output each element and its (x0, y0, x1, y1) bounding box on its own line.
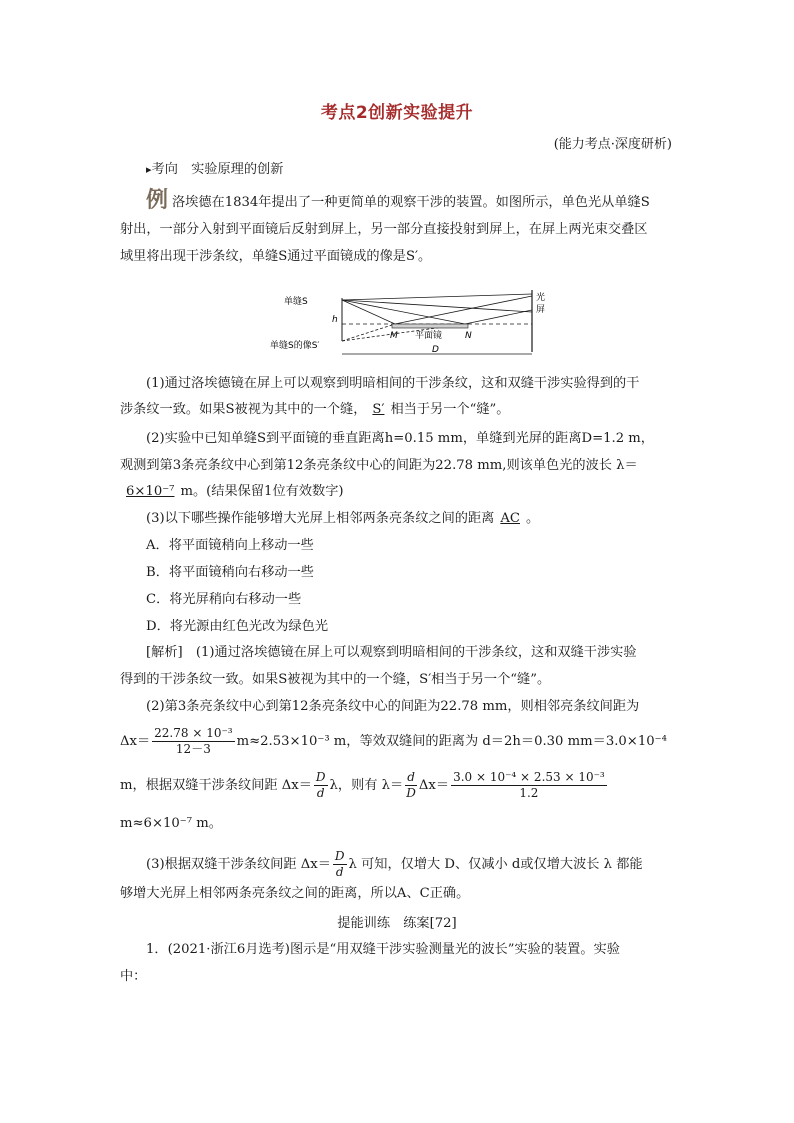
difficulty-note: (能力考点·深度研析) (553, 137, 672, 152)
example-text-line-1: 洛埃德在1834年提出了一种更简单的观察干涉的装置。如图所示，单色光从单缝S (172, 195, 650, 210)
fraction-lambda-calc: $\frac{\text{3.0 × 10⁻⁴ × 2.53 × 10⁻³}}{1.2}$ (453, 770, 605, 800)
example-badge: 例 (146, 188, 169, 213)
m-label: M (390, 331, 398, 341)
ray-reflect-2 (465, 310, 532, 324)
solution-line-s3b: 够增大光屏上相邻两条亮条纹之间的距离，所以A、C正确。 (120, 886, 470, 901)
option-b: B．将平面镜稍向右移动一些 (146, 565, 314, 580)
dx-symbol: Δx＝ (120, 734, 151, 749)
q2-line-1: (2)实验中已知单缝S到平面镜的垂直距离h=0.15 mm，单缝到光屏的距离D=1.2 m， (146, 431, 654, 446)
q1-line-2 (120, 400, 509, 420)
q3-text-post: 。 (526, 511, 540, 526)
q2-answer: 6×10⁻⁷ (126, 484, 175, 499)
q2-text-post: m。(结果保留1位有效数字) (180, 484, 344, 499)
fraction-D-over-d: $\frac{D}{d}$ (315, 770, 326, 800)
example-text-line-3: 域里将出现干涉条纹，单缝S通过平面镜成的像是S′。 (120, 249, 432, 264)
s3-post: λ 可知，仅增大 D、仅减小 d或仅增大波长 λ 都能 (348, 857, 643, 872)
image-label: 单缝S的像S′ (270, 341, 320, 351)
q3-text-pre: (3)以下哪些操作能够增大光屏上相邻两条亮条纹之间的距离 (146, 511, 495, 526)
section-heading (146, 160, 283, 180)
ray-to-mirror-1 (342, 300, 395, 324)
fraction-num: 22.78 × 10⁻³ (154, 726, 233, 740)
formula-1-tail: m≈2.53×10⁻³ m，等效双缝间的距离为 d＝2h＝0.30 mm＝3.0×10⁻⁴ (236, 734, 667, 749)
training-q1-line-1: 1．(2021·浙江6月选考)图示是“用双缝干涉实验测量光的波长”实验的装置。实验 (146, 942, 620, 957)
screen-label-1: 光 (536, 293, 546, 303)
q3-line (146, 509, 539, 529)
n-label: N (465, 331, 472, 341)
training-q1-line-2: 中： (120, 969, 147, 984)
formula-2-pre: m，根据双缝干涉条纹间距 Δx＝ (120, 778, 312, 793)
solution-result: m≈6×10⁻⁷ m。 (120, 816, 222, 831)
d-label: D (432, 345, 439, 355)
section-marker-icon: ▸ (146, 163, 152, 176)
option-c: C．将光屏稍向右移动一些 (146, 592, 302, 607)
section-label: 考向 实验原理的创新 (151, 162, 284, 177)
fraction-spacing (152, 726, 234, 757)
solution-formula-2 (120, 770, 609, 801)
s3-pre: (3)根据双缝干涉条纹间距 Δx＝ (146, 857, 331, 872)
solution-formula-1 (120, 726, 667, 757)
slit-label: 单缝S (284, 297, 308, 307)
q1-answer: S′ (372, 402, 385, 417)
solution-line-1: [解析] (1)通过洛埃德镜在屏上可以观察到明暗相间的干涉条纹，这和双缝干涉实验 (146, 645, 637, 660)
option-d: D．将光源由红色光改为绿色光 (146, 619, 329, 634)
example-text-line-2: 射出，一部分入射到平面镜后反射到屏上，另一部分直接投射到屏上，在屏上两光束交叠区 (120, 222, 648, 237)
q2-line-3 (120, 482, 344, 502)
fraction-den: 12－3 (175, 742, 211, 756)
option-a: A．将平面镜稍向上移动一些 (146, 538, 314, 553)
formula-2-dx: Δx＝ (418, 778, 450, 793)
ray-reflect-1 (395, 296, 532, 324)
h-label: h (332, 315, 338, 325)
formula-2-lambda: λ，则有 λ＝ (329, 778, 404, 793)
page-title: 考点2创新实验提升 (320, 103, 474, 123)
solution-line-s3 (146, 849, 643, 880)
q2-line-2: 观测到第3条亮条纹中心到第12条亮条纹中心的间距为22.78 mm,则该单色光的波长 λ＝ (120, 458, 638, 473)
q3-answer: AC (500, 511, 520, 526)
fraction-d-over-D: $\frac{d}{D}$ (406, 770, 416, 800)
screen-label-2: 屏 (536, 305, 546, 315)
q1-text-post: 相当于另一个“缝”。 (390, 402, 510, 417)
image-ray-1 (342, 324, 395, 341)
q1-text-pre: 涉条纹一致。如果S被视为其中的一个缝， (120, 402, 367, 417)
mirror-label: 平面镜 (415, 331, 443, 341)
lloyd-mirror-diagram (270, 286, 560, 366)
plane-mirror (392, 324, 468, 328)
training-heading: 提能训练 练案[72] (337, 916, 457, 931)
fraction-D-over-d-2: $\frac{D}{d}$ (334, 849, 345, 879)
q1-line-1: (1)通过洛埃德镜在屏上可以观察到明暗相间的干涉条纹，这和双缝干涉实验得到的干 (146, 376, 640, 391)
solution-line-3: (2)第3条亮条纹中心到第12条亮条纹中心的间距为22.78 mm，则相邻亮条纹间距为 (146, 699, 640, 714)
solution-line-2: 得到的干涉条纹一致。如果S被视为其中的一个缝，S′相当于另一个“缝”。 (120, 672, 551, 687)
ray-upper-1 (342, 294, 532, 300)
